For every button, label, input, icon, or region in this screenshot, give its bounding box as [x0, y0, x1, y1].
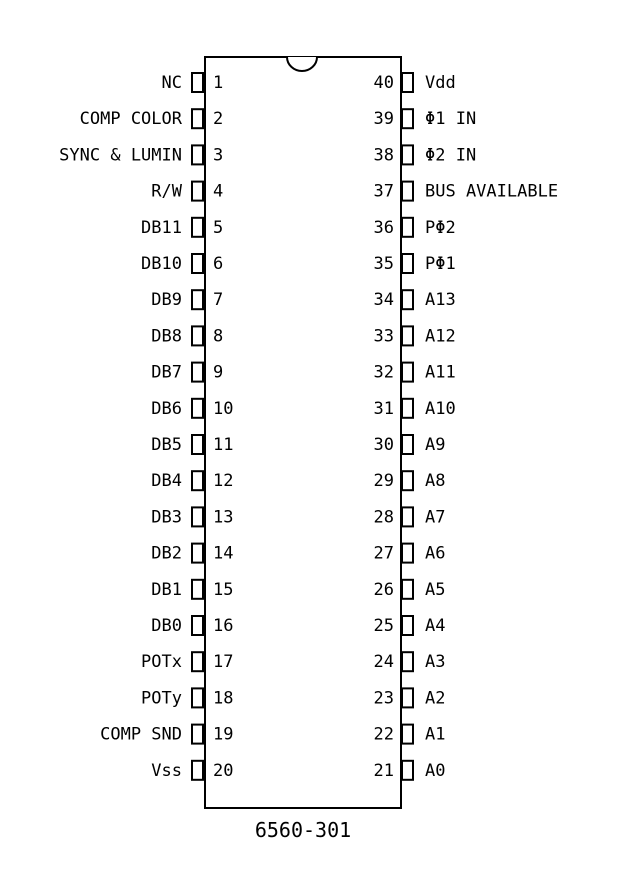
pin-lead	[192, 688, 203, 707]
pin-25	[374, 616, 446, 636]
left-pin-column	[59, 73, 233, 781]
pin-15	[151, 580, 233, 600]
pin-label: DB11	[141, 217, 182, 238]
pin-lead	[192, 580, 203, 599]
pin-label: Vss	[151, 760, 182, 781]
pin-number: 6	[213, 254, 224, 274]
pin-38	[374, 145, 477, 165]
pin-lead	[402, 145, 413, 164]
pin-label: DB4	[151, 471, 182, 492]
pin-lead	[192, 254, 203, 273]
pin-lead	[402, 652, 413, 671]
pin-2	[80, 109, 224, 129]
pin-label: DB5	[151, 435, 182, 455]
pin-lead	[402, 182, 413, 201]
pin-label: PΦ1	[425, 254, 456, 274]
pin-label: DB2	[151, 543, 182, 564]
pin-number: 37	[373, 181, 394, 202]
pin-11	[151, 435, 233, 455]
pin-number: 9	[213, 362, 224, 383]
pin-number: 17	[213, 652, 234, 673]
pin-40	[374, 73, 456, 93]
pin-lead	[402, 399, 413, 418]
pin-lead	[402, 109, 413, 128]
pin-lead	[402, 290, 413, 309]
pin-number: 36	[373, 217, 394, 238]
pin-lead	[402, 725, 413, 744]
pin-number: 18	[213, 688, 234, 709]
pin-lead	[192, 544, 203, 563]
pin-label: DB1	[151, 579, 182, 600]
pin-number: 35	[373, 254, 394, 274]
pin-13	[151, 507, 233, 527]
pin-number: 25	[373, 616, 394, 636]
pin-20	[151, 761, 233, 781]
pin-lead	[192, 363, 203, 382]
pin-number: 39	[373, 109, 394, 130]
pin-number: 31	[373, 398, 394, 419]
pin-14	[151, 544, 233, 564]
chip-notch	[287, 57, 317, 71]
pin-lead	[192, 290, 203, 309]
pin-number: 3	[213, 145, 224, 166]
pin-number: 27	[373, 543, 394, 564]
pin-18	[141, 688, 233, 708]
pin-label: POTx	[141, 652, 182, 673]
chip-body	[205, 57, 401, 808]
pin-label: A0	[425, 760, 446, 781]
pin-lead	[402, 326, 413, 345]
pin-number: 21	[373, 760, 394, 781]
pin-label: DB7	[151, 362, 182, 383]
pin-label: DB8	[151, 326, 182, 347]
pin-lead	[402, 471, 413, 490]
pin-lead	[192, 652, 203, 671]
pin-number: 5	[213, 217, 224, 238]
pin-number: 1	[213, 73, 224, 93]
pin-24	[374, 652, 446, 672]
pin-lead	[192, 616, 203, 635]
pin-number: 15	[213, 579, 234, 600]
pin-1	[162, 73, 224, 93]
pin-label: A12	[425, 326, 456, 347]
pin-label: SYNC & LUMIN	[59, 145, 182, 166]
pin-label: A1	[425, 724, 446, 745]
pin-7	[151, 290, 223, 310]
pin-8	[151, 326, 223, 346]
pin-35	[374, 254, 456, 274]
pin-label: A11	[425, 362, 456, 383]
pin-12	[151, 471, 233, 491]
pin-label: DB9	[151, 290, 182, 311]
pin-lead	[402, 761, 413, 780]
pin-16	[151, 616, 233, 636]
pin-10	[151, 399, 233, 419]
pin-28	[374, 507, 446, 527]
pin-lead	[192, 73, 203, 92]
pin-number: 13	[213, 507, 234, 528]
pin-22	[374, 725, 446, 745]
pin-label: DB0	[151, 616, 182, 636]
pin-label: A6	[425, 543, 446, 564]
pin-lead	[192, 145, 203, 164]
pin-lead	[192, 182, 203, 201]
pin-label: DB10	[141, 254, 182, 274]
pin-34	[374, 290, 456, 310]
pin-number: 2	[213, 109, 224, 130]
pin-23	[374, 688, 446, 708]
pin-29	[374, 471, 446, 491]
pin-31	[374, 399, 456, 419]
pin-label: BUS AVAILABLE	[425, 181, 559, 202]
pin-number: 19	[213, 724, 234, 745]
pin-number: 38	[373, 145, 394, 166]
pin-lead	[402, 73, 413, 92]
pin-9	[151, 363, 223, 383]
pin-number: 11	[213, 435, 234, 455]
pin-19	[100, 725, 233, 745]
pin-21	[374, 761, 446, 781]
pin-label: DB3	[151, 507, 182, 528]
part-number: 6560-301	[254, 818, 352, 842]
pin-36	[374, 218, 456, 238]
pin-number: 30	[373, 435, 394, 455]
pin-label: A5	[425, 579, 446, 600]
pin-26	[374, 580, 446, 600]
pin-37	[374, 182, 559, 202]
pin-number: 23	[373, 688, 394, 709]
pin-label: A3	[425, 652, 446, 673]
pin-lead	[402, 507, 413, 526]
pin-number: 16	[213, 616, 234, 636]
pin-label: A13	[425, 290, 456, 311]
pin-number: 7	[213, 290, 224, 311]
pin-number: 10	[213, 398, 234, 419]
pin-6	[141, 254, 223, 274]
pin-lead	[192, 725, 203, 744]
pin-label: A8	[425, 471, 446, 492]
pin-lead	[402, 544, 413, 563]
pin-17	[141, 652, 233, 672]
pin-label: PΦ2	[425, 217, 456, 238]
pin-27	[374, 544, 446, 564]
pin-lead	[192, 435, 203, 454]
pin-lead	[402, 688, 413, 707]
pin-number: 33	[373, 326, 394, 347]
pin-number: 14	[213, 543, 234, 564]
pin-label: Φ2 IN	[425, 145, 477, 166]
pin-number: 29	[373, 471, 394, 492]
pin-lead	[192, 399, 203, 418]
pin-label: A9	[425, 435, 446, 455]
pin-label: A10	[425, 398, 456, 419]
pin-number: 34	[373, 290, 394, 311]
pin-lead	[192, 218, 203, 237]
pin-4	[151, 182, 223, 202]
pin-label: COMP COLOR	[79, 109, 182, 130]
pin-number: 26	[373, 579, 394, 600]
pin-label: A7	[425, 507, 446, 528]
pin-lead	[402, 580, 413, 599]
pin-label: A2	[425, 688, 446, 709]
pin-number: 32	[373, 362, 394, 383]
pin-label: NC	[161, 73, 182, 93]
pin-label: R/W	[151, 181, 182, 202]
pin-lead	[402, 616, 413, 635]
pin-label: Vdd	[425, 73, 456, 93]
pin-label: Φ1 IN	[425, 109, 477, 130]
pin-number: 20	[213, 760, 234, 781]
pin-number: 12	[213, 471, 234, 492]
pin-39	[374, 109, 477, 129]
pin-number: 24	[373, 652, 394, 673]
pin-number: 8	[213, 326, 224, 347]
pin-32	[374, 363, 456, 383]
chip-outline	[205, 57, 401, 808]
pin-5	[141, 218, 223, 238]
pin-label: COMP SND	[100, 724, 182, 745]
pin-lead	[192, 761, 203, 780]
pin-lead	[192, 507, 203, 526]
pin-number: 40	[373, 73, 394, 93]
pin-number: 28	[373, 507, 394, 528]
pin-30	[374, 435, 446, 455]
pin-lead	[192, 326, 203, 345]
pin-lead	[402, 254, 413, 273]
pin-lead	[192, 109, 203, 128]
pin-lead	[402, 435, 413, 454]
pin-lead	[402, 363, 413, 382]
pin-label: A4	[425, 616, 446, 636]
pin-lead	[192, 471, 203, 490]
pin-33	[374, 326, 456, 346]
pin-number: 4	[213, 181, 224, 202]
pin-lead	[402, 218, 413, 237]
pin-number: 22	[373, 724, 394, 745]
pin-label: POTy	[141, 688, 182, 709]
pin-3	[59, 145, 223, 165]
pin-label: DB6	[151, 398, 182, 419]
